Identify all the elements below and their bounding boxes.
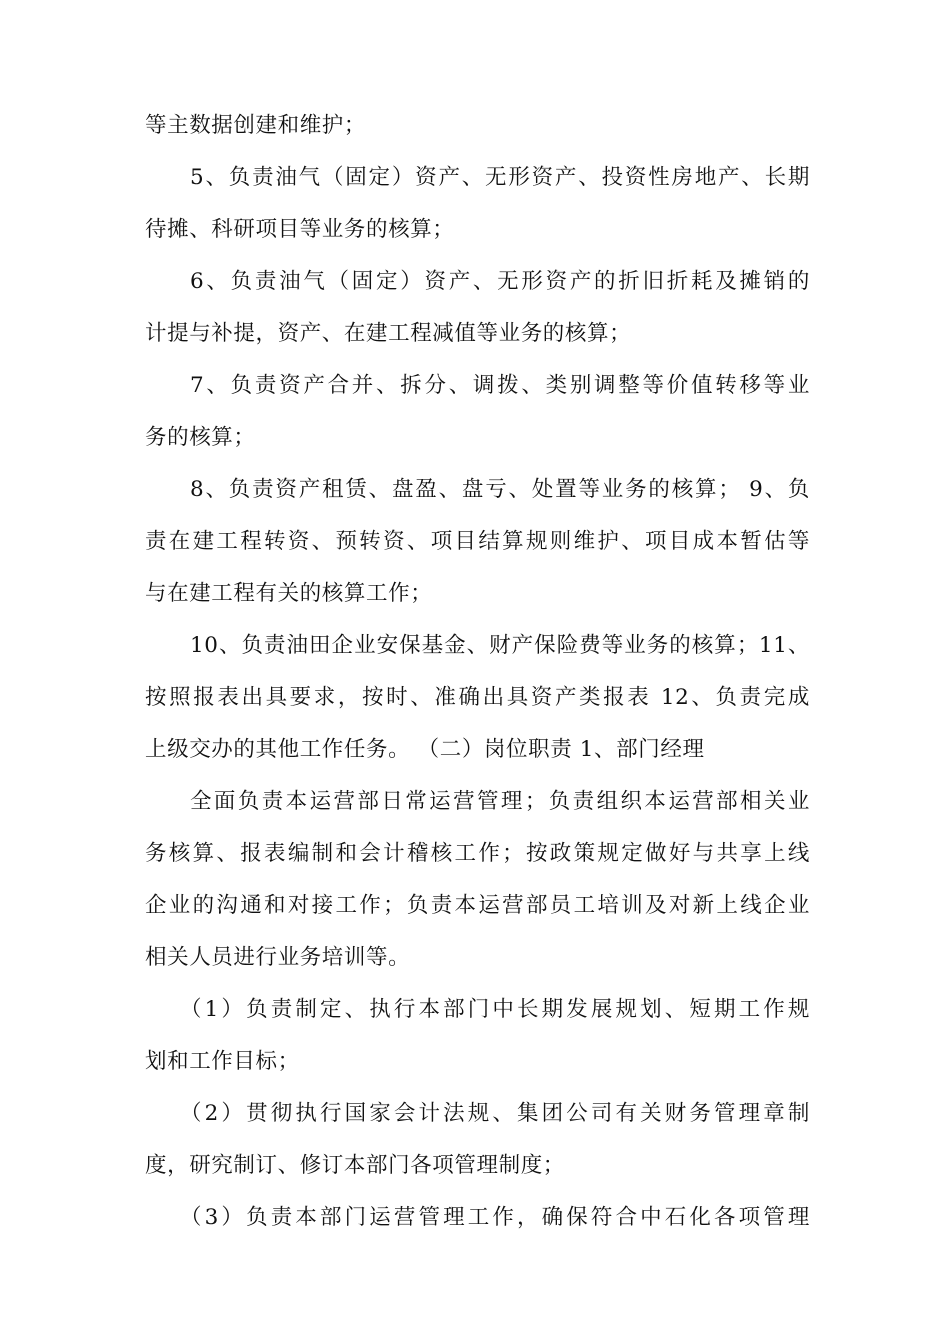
text-line: 务的核算；: [145, 425, 256, 450]
text-line: 10、负责油田企业安保基金、财产保险费等业务的核算；11、: [190, 633, 810, 658]
text-line: 企业的沟通和对接工作；负责本运营部员工培训及对新上线企业: [145, 893, 810, 918]
text-line: 6、负责油气（固定）资产、无形资产的折旧折耗及摊销的: [190, 269, 810, 294]
text-line: 待摊、科研项目等业务的核算；: [145, 217, 455, 242]
text-line: （2）贯彻执行国家会计法规、集团公司有关财务管理章制: [180, 1101, 810, 1126]
text-line: 全面负责本运营部日常运营管理；负责组织本运营部相关业: [190, 789, 810, 814]
text-line: 5、负责油气（固定）资产、无形资产、投资性房地产、长期: [190, 165, 810, 190]
text-line: 划和工作目标；: [145, 1049, 300, 1074]
text-line: （1）负责制定、执行本部门中长期发展规划、短期工作规: [180, 997, 810, 1022]
text-line: 相关人员进行业务培训等。: [145, 945, 411, 970]
text-line: 责在建工程转资、预转资、项目结算规则维护、项目成本暂估等: [145, 529, 810, 554]
text-line: 上级交办的其他工作任务。 （二）岗位职责 1、部门经理: [145, 737, 705, 762]
text-line: 与在建工程有关的核算工作；: [145, 581, 433, 606]
text-line: 度，研究制订、修订本部门各项管理制度；: [145, 1153, 565, 1178]
text-line: 7、负责资产合并、拆分、调拨、类别调整等价值转移等业: [190, 373, 810, 398]
text-line: 计提与补提，资产、在建工程减值等业务的核算；: [145, 321, 632, 346]
text-line: 按照报表出具要求，按时、准确出具资产类报表 12、负责完成: [145, 685, 810, 710]
text-line: 务核算、报表编制和会计稽核工作；按政策规定做好与共享上线: [145, 841, 810, 866]
text-line: （3）负责本部门运营管理工作，确保符合中石化各项管理: [180, 1205, 810, 1230]
text-line: 8、负责资产租赁、盘盈、盘亏、处置等业务的核算； 9、负: [190, 477, 810, 502]
text-line: 等主数据创建和维护；: [145, 113, 367, 138]
